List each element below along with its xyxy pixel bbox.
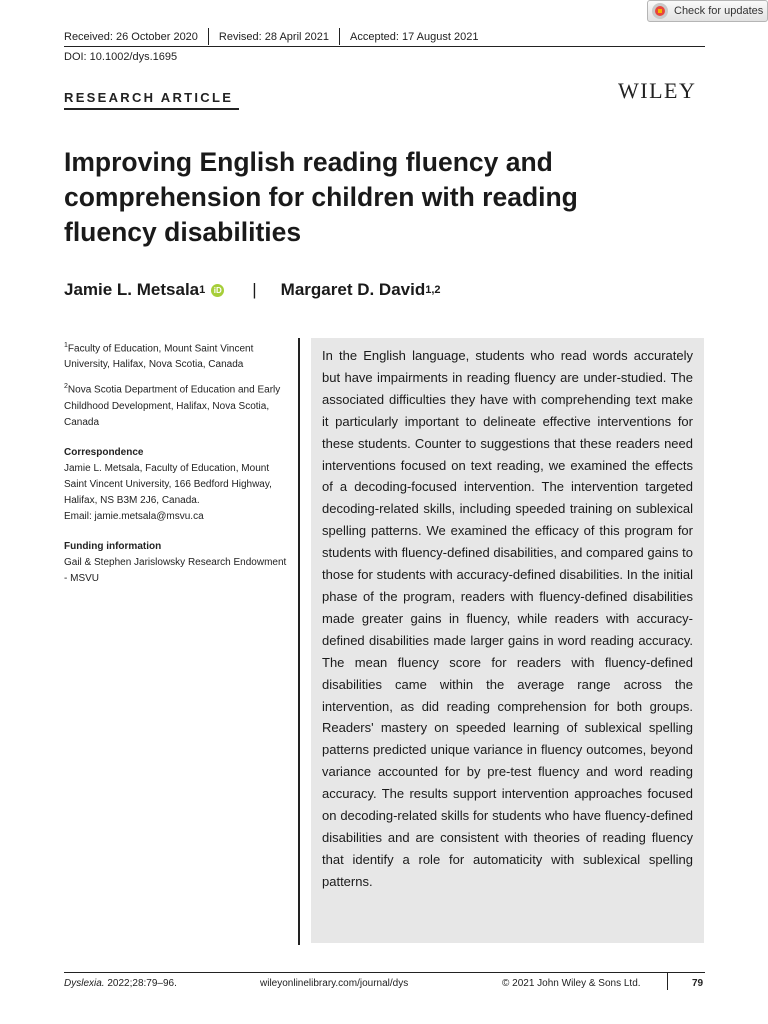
article-type-underline <box>64 108 239 110</box>
journal-name: Dyslexia. <box>64 978 105 989</box>
affiliation: $^1$Faculty of Education, Mount Saint Vincent University, Halifax, Nova Scotia, Canada <box>64 342 254 371</box>
date-divider <box>208 28 209 45</box>
doi[interactable]: DOI: 10.1002/dys.1695 <box>64 51 178 63</box>
copyright: © 2021 John Wiley & Sons Ltd. <box>502 978 641 989</box>
correspondence-address: Jamie L. Metsala, Faculty of Education, Mount Saint Vincent University, 166 Bedford Highway, Halifax, NS B3M 2J6, Canada. <box>64 462 272 506</box>
author-affiliation-mark: 1,2 <box>425 284 441 296</box>
orcid-icon[interactable]: iD <box>211 284 224 297</box>
correspondence-email[interactable]: Email: jamie.metsala@msvu.ca <box>64 510 204 522</box>
footer-rule <box>64 972 705 973</box>
page-number: 79 <box>692 978 704 989</box>
funding-text: Gail & Stephen Jarislowsky Research Endowment - MSVU <box>64 556 287 584</box>
author-name[interactable]: Margaret D. David <box>280 280 426 299</box>
author-list <box>64 280 441 300</box>
footer-divider <box>667 972 668 990</box>
article-type: RESEARCH ARTICLE <box>64 90 234 105</box>
author-name[interactable]: Jamie L. Metsala <box>64 280 200 299</box>
author-affiliation-mark: 1 <box>199 284 206 296</box>
footer-citation: Dyslexia. 2022;28:79–96. <box>64 978 177 989</box>
publisher-logo: WILEY <box>618 78 697 103</box>
column-divider <box>298 338 300 945</box>
journal-url[interactable]: wileyonlinelibrary.com/journal/dys <box>260 978 409 989</box>
crossmark-icon <box>652 3 668 19</box>
check-for-updates-button[interactable] <box>647 0 768 22</box>
header-rule <box>64 46 705 47</box>
affiliation: $^2$Nova Scotia Department of Education and Early Childhood Development, Halifax, Nova Scotia, Canada <box>64 383 281 428</box>
correspondence-heading: Correspondence <box>64 446 144 458</box>
author-separator: | <box>252 280 257 299</box>
date-divider <box>339 28 340 45</box>
accepted-date: Accepted: 17 August 2021 <box>350 30 479 43</box>
article-info-sidebar <box>64 338 292 593</box>
check-for-updates-label: Check for updates <box>674 5 764 17</box>
article-dates <box>64 28 478 45</box>
abstract: In the English language, students who read words accurately but have impairments in reading fluency are under-studied. The associated difficulties they have with comprehending text make it particularly important to delineate effective interventions for these students. Counter to suggestions that these readers need interventions focused on text reading, we examined the effects of a decoding-focused intervention. The intervention targeted decoding-related skills, including speeded training on sublexical spelling patterns. We examined the efficacy of this program for students with fluency-defined disabilities, and compared gains to those for students with accuracy-defined disabilities. In the initial phase of the program, readers with fluency-defined disabilities made greater gains in fluency, while readers with accuracy-defined disabilities made larger gains in word reading accuracy. The mean fluency score for readers with fluency-defined disabilities came within the average range across the intervention, as did reading comprehension for both groups. Readers' mastery on speeded learning of sublexical spelling patterns predicted unique variance in fluency outcomes, beyond variance accounted for by pre-test fluency and word reading accuracy. The results support intervention approaches focused on decoding-related skills for students who have fluency-defined disabilities and are consistent with theories of reading fluency that identify a role for automaticity with sublexical spelling patterns. <box>311 338 704 943</box>
funding-heading: Funding information <box>64 540 162 552</box>
revised-date: Revised: 28 April 2021 <box>218 30 329 43</box>
article-title: Improving English reading fluency and comprehension for children with reading fluency disabilities <box>64 147 578 247</box>
received-date: Received: 26 October 2020 <box>64 30 198 43</box>
